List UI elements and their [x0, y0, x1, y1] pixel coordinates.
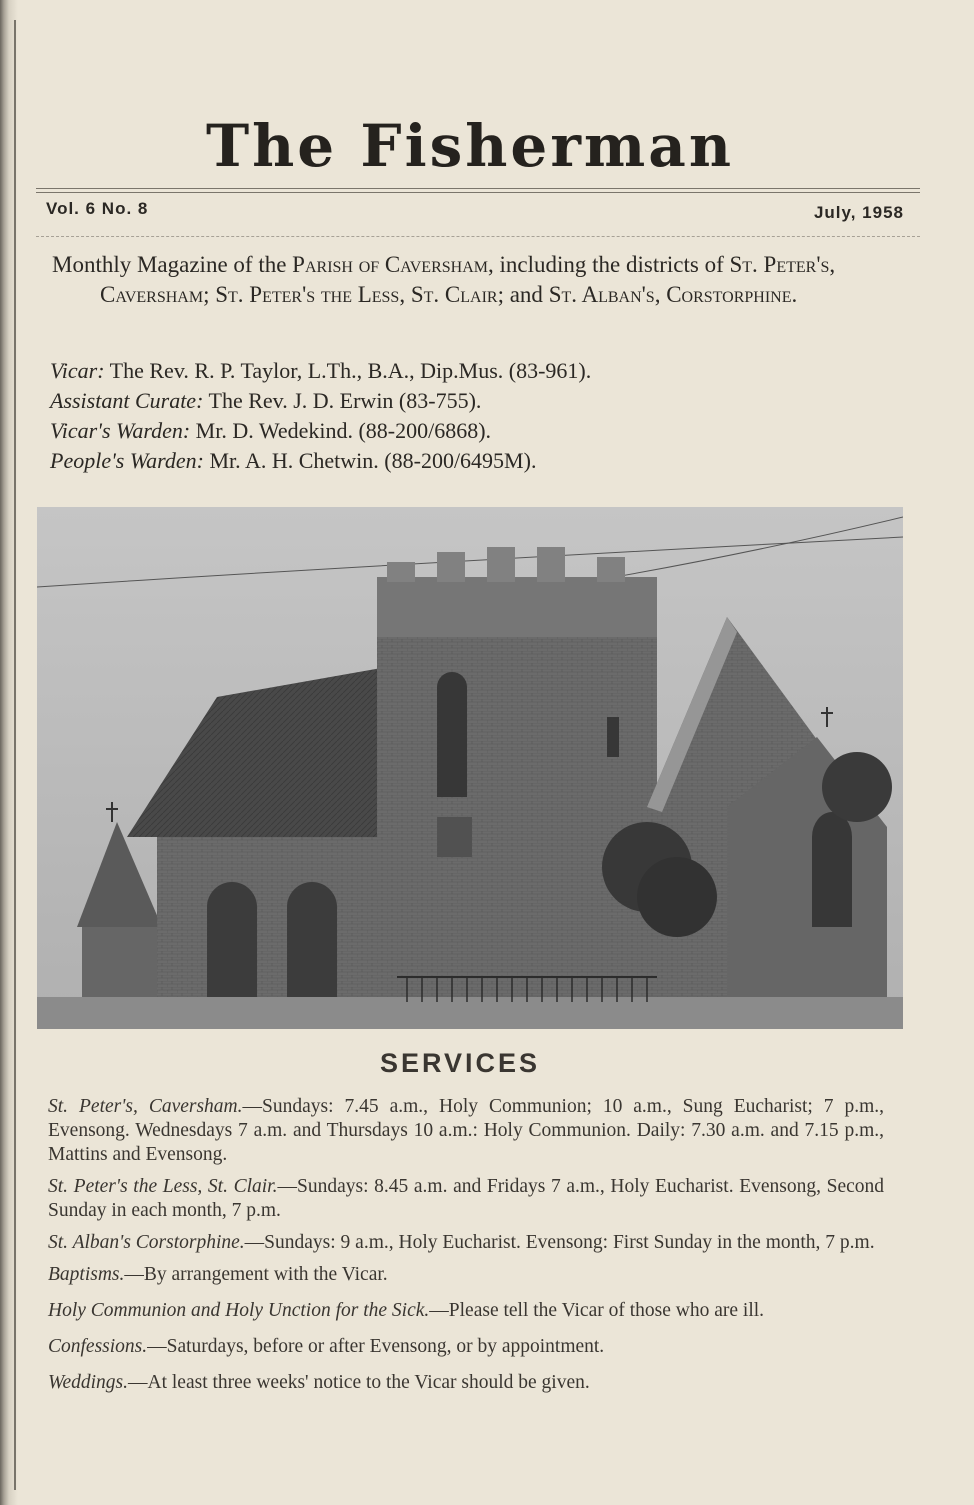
service-entry [48, 1335, 884, 1359]
service-details: —Sundays: 9 a.m., Holy Eucharist. Evensong: First Sunday in the month, 7 p.m. [244, 1232, 875, 1253]
services-heading: SERVICES [379, 1048, 541, 1078]
service-details: —By arrangement with the Vicar. [124, 1264, 388, 1285]
parish-name: Parish of Caversham [292, 252, 488, 277]
officer-vicars-warden [50, 416, 910, 446]
service-location: St. Peter's, Caversham. [48, 1096, 243, 1117]
rule-divider [36, 188, 920, 189]
binding-line [14, 20, 16, 1490]
service-details: —At least three weeks' notice to the Vicar should be given. [128, 1372, 590, 1393]
officer-peoples-warden [50, 446, 910, 476]
service-details: —Please tell the Vicar of those who are ill. [429, 1300, 765, 1321]
service-entry [48, 1095, 884, 1167]
officer-curate [50, 386, 910, 416]
intro-paragraph [52, 250, 902, 310]
service-topic: Holy Communion and Holy Unction for the Sick. [48, 1300, 430, 1321]
service-details: —Saturdays, before or after Evensong, or by appointment. [147, 1336, 605, 1357]
rule-divider [36, 236, 920, 237]
volume-number: Vol. 6 No. 8 [46, 199, 149, 218]
officer-detail: Mr. D. Wedekind. (88-200/6868). [190, 418, 492, 443]
service-entry [48, 1175, 884, 1223]
district-name: St. Peter's the Less, St. Clair [215, 282, 498, 307]
issue-date: July, 1958 [813, 203, 904, 222]
officer-detail: The Rev. J. D. Erwin (83-755). [203, 388, 482, 413]
service-topic: Baptisms. [48, 1264, 125, 1285]
intro-text: ; and [497, 282, 543, 307]
intro-text: ; [203, 282, 216, 307]
officer-role: People's Warden: [50, 448, 204, 473]
intro-text: Monthly Magazine of the [52, 252, 293, 277]
masthead-title: The Fisherman [205, 112, 735, 180]
district-name: St. Alban's, Corstorphine. [548, 282, 798, 307]
district-name: St. Peter's, Caversham [100, 252, 836, 307]
service-topic: Weddings. [48, 1372, 128, 1393]
service-details: —Sundays: 7.45 a.m., Holy Communion; 10 a.m., Sung Eucharist; 7 p.m., Evensong. Wednesdays 7 a.m. and Thursdays 10 a.m.: Holy Communion. Daily: 7.30 a.m. and 7.15 p.m., Mattins and Evensong. [48, 1096, 885, 1165]
service-details: —Sundays: 8.45 a.m. and Fridays 7 a.m., Holy Eucharist. Evensong, Second Sunday in each month, 7 p.m. [48, 1176, 885, 1221]
officers-list [50, 356, 910, 476]
service-entry [48, 1263, 884, 1287]
officer-vicar [50, 356, 910, 386]
services-list [48, 1095, 884, 1407]
service-entry [48, 1371, 884, 1395]
rule-divider [36, 192, 920, 193]
officer-role: Vicar: [50, 358, 105, 383]
officer-role: Assistant Curate: [50, 388, 204, 413]
intro-text: , including the districts [488, 252, 699, 277]
officer-detail: The Rev. R. P. Taylor, L.Th., B.A., Dip.Mus. (83-961). [104, 358, 592, 383]
service-topic: Confessions. [48, 1336, 148, 1357]
service-location: St. Peter's the Less, St. Clair. [48, 1176, 278, 1197]
officer-role: Vicar's Warden: [50, 418, 191, 443]
service-location: St. Alban's Corstorphine. [48, 1232, 245, 1253]
intro-text: of [704, 252, 730, 277]
service-entry [48, 1299, 884, 1323]
officer-detail: Mr. A. H. Chetwin. (88-200/6495M). [204, 448, 537, 473]
service-entry [48, 1231, 884, 1255]
church-photo [37, 507, 903, 1029]
